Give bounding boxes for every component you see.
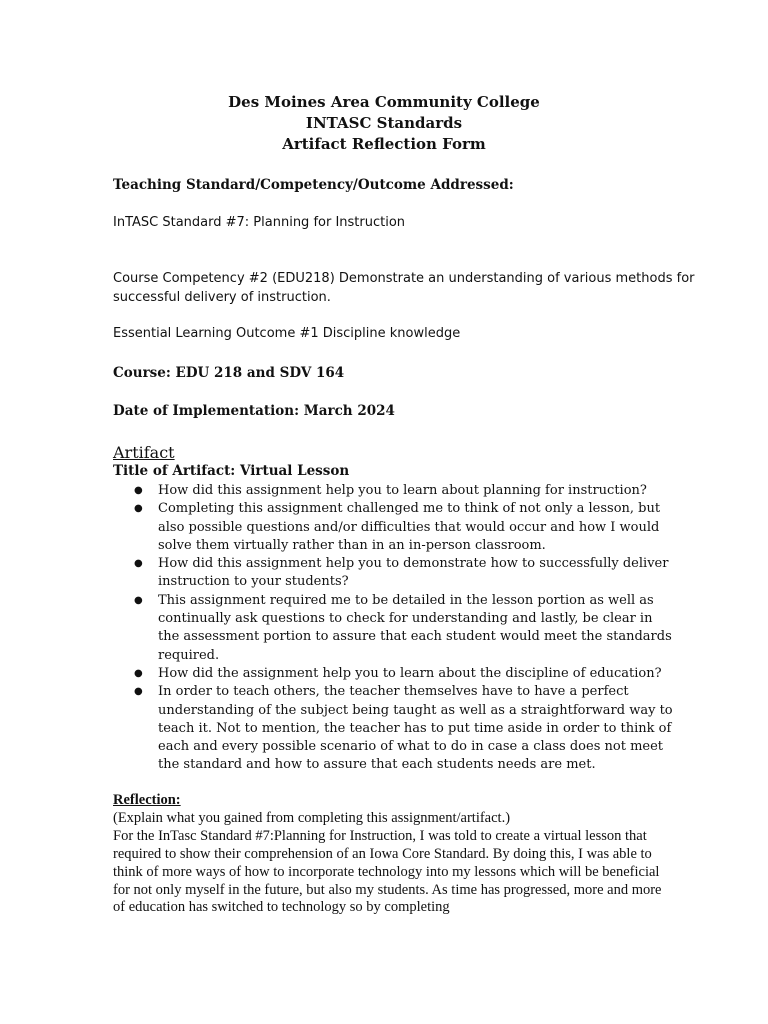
list-item: ● How did the assignment help you to learn about the discipline of education? — [113, 665, 673, 683]
standards-title: INTASC Standards — [305, 114, 463, 132]
college-name: Des Moines Area Community College — [228, 93, 540, 111]
learning-outcome-line: Essential Learning Outcome #1 Discipline knowledge — [113, 326, 461, 341]
artifact-heading: Artifact — [113, 443, 175, 462]
artifact-title-line: Title of Artifact: Virtual Lesson — [113, 463, 350, 479]
artifact-question-list — [113, 482, 673, 775]
reflection-heading: Reflection: — [113, 792, 181, 808]
list-item: ● How did this assignment help you to learn about planning for instruction? — [113, 482, 673, 500]
form-title: Artifact Reflection Form — [282, 135, 486, 153]
course-line: Course: EDU 218 and SDV 164 — [113, 365, 345, 381]
date-line: Date of Implementation: March 2024 — [113, 403, 395, 419]
addressed-label: Teaching Standard/Competency/Outcome Addressed: — [113, 177, 514, 193]
list-item: ● This assignment required me to be detailed in the lesson portion as well as continually ask questions to check for understanding and lastly, be clear in the assessment portion to assure that each student would meet the standards required. — [113, 592, 673, 665]
intasc-standard-line: InTASC Standard #7: Planning for Instruction — [113, 215, 406, 230]
reflection-section — [113, 792, 673, 917]
competency-line-1: Course Competency #2 (EDU218) Demonstrate an understanding of various methods for — [113, 271, 695, 286]
reflection-prompt: (Explain what you gained from completing this assignment/artifact.) — [113, 809, 511, 826]
list-item: ● Completing this assignment challenged me to think of not only a lesson, but also possible questions and/or difficulties that would occur and how I would solve them virtually rather than in an in-person classroom. — [113, 500, 673, 555]
reflection-body: For the InTasc Standard #7:Planning for Instruction, I was told to create a virtual lesson that required to show their comprehension of an Iowa Core Standard. By doing this, I was able to think of more ways of how to incorporate technology into my lessons which will be beneficial for not only myself in the future, but also my students. As time has progressed, more and more of education has switched to technology so by completing — [113, 827, 662, 916]
list-item: ● In order to teach others, the teacher themselves have to have a perfect understanding of the subject being taught as well as a straightforward way to teach it. Not to mention, the teacher has to put time aside in order to think of each and every possible scenario of what to do in case a class does not meet the standard and how to assure that each students needs are met. — [113, 683, 673, 774]
competency-line-2: successful delivery of instruction. — [113, 290, 331, 305]
list-item: ● How did this assignment help you to demonstrate how to successfully deliver instruction to your students? — [113, 555, 673, 592]
